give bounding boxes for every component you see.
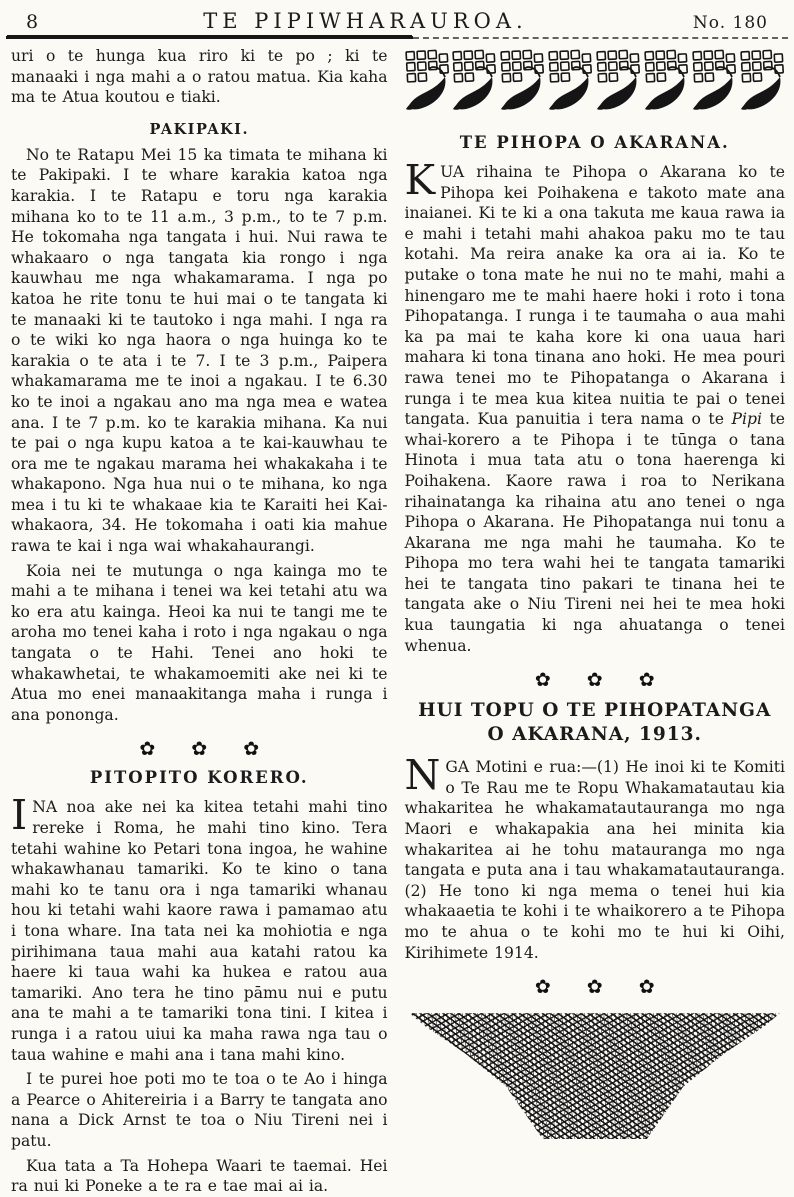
pitopito-paragraph-3: Kua tata a Ta Hohepa Waari te taemai. Hei ra nui ki Poneke a te ra e tae mai ai ia. [11, 1156, 388, 1196]
masthead-title: TE PIPIWHARAUROA. [203, 9, 528, 33]
floral-tile-icon [692, 49, 737, 111]
rosette-flower-icon: ✿ [139, 738, 156, 761]
pitopito-paragraph-1-text: NA noa ake nei ka kitea tetahi mahi tino rereke i Roma, he mahi tino kino. Tera tetahi wahine ko Petari tona ingoa, he wahine whakawhanau tamariki. Ko te kino o tana mahi ko te tanu ora i nga tamariki whanau hou ki tetahi wahi kaore rawa i pamamao atu i tona whare. Ina tata nei ka mohiotia e nga pirihimana taua mahi aua katahi ratou ka haere ki taua wahi ka hukea e ratou aua tamariki. Ano tera he tino pāmu nui e putu ana te mahi a te tamariki tona tini. I kitea i runga i a ratou uiui ka maha rawa nga tau o taua wahine e mahi ana i tana mahi kino. [11, 798, 388, 1064]
hui-topu-paragraph-text: GA Motini e rua:—(1) He inoi ki te Komiti o Te Rau me te Ropu Whakamatautau kia whakaritea he whakamatautauranga mo nga Maori e whakapakia ana hei minita kia whakaritea ai he tohu matauranga mo nga tangata e puta ana i tau whakamatautauranga. (2) He tono ki nga mema o tenei hui kia whakaaetia te kohi i te whaikorero a te Pihopa mo te ahua o te kohi mo te hui ki Oihi, Kirihimete 1914. [404, 758, 785, 962]
drop-cap-n: N [404, 751, 441, 800]
rosette-flower-icon: ✿ [586, 669, 603, 692]
drop-cap-i: I [11, 791, 28, 840]
hui-topu-heading-line1: HUI TOPU O TE PIHOPATANGA [418, 700, 772, 722]
page-header [0, 0, 794, 33]
rosette-divider [405, 978, 785, 997]
rosette-flower-icon: ✿ [534, 669, 551, 692]
rosette-flower-icon: ✿ [534, 976, 551, 999]
header-rule-dashed-segment [413, 37, 788, 39]
header-rule-solid-segment [6, 36, 413, 39]
article-heading-pitopito-korero: PITOPITO KORERO. [89, 768, 309, 788]
drop-cap-k: K [404, 156, 436, 204]
floral-tile-band-ornament [405, 49, 785, 111]
textured-tailpiece-ornament [410, 1013, 780, 1139]
floral-tile-icon [500, 49, 545, 111]
floral-tile-icon [740, 49, 785, 111]
right-column [405, 46, 785, 1197]
two-column-layout [0, 40, 794, 1197]
floral-tile-icon [452, 49, 497, 111]
floral-tile-icon [548, 49, 593, 111]
hui-topu-paragraph [404, 751, 785, 963]
article-heading-te-pihopa-o-akarana: TE PIHOPA O AKARANA. [459, 133, 730, 152]
pipi-italic-title: Pipi [731, 410, 762, 429]
article-heading-hui-topu [405, 699, 785, 747]
pihopa-text-after-italic: te whai-korero a te Pihopa i te tūnga o tana Hinota i mua tata atu o tona haerenga ki Poihakena. Kaore rawa i roa to Nerikana rihainatanga ka rihaina atu ano tenei o nga Pihopa o Akarana. He Pihopatanga nui tonu a Akarana me nga mahi he taumaha. Ko te Pihopa mo tera wahi hei te tangata tamariki hei te tangata tino pakari te tinana hei te tangata ake o Niu Tireni nei hei te mea hoki kua taungatia ki nga ahuatanga o tenei whenua. [404, 410, 785, 655]
rosette-divider [11, 740, 388, 759]
floral-tile-icon [596, 49, 641, 111]
floral-tile-icon [644, 49, 689, 111]
left-column [11, 46, 388, 1197]
pitopito-paragraph-2: I te purei hoe poti mo te toa o te Ao i hinga a Pearce o Ahitereiria i a Barry te tangata ano nana a Dick Arnst te toa o Niu Tireni nei i patu. [11, 1070, 388, 1150]
rosette-flower-icon: ✿ [586, 976, 603, 999]
rosette-flower-icon: ✿ [191, 738, 208, 761]
rosette-flower-icon: ✿ [638, 976, 655, 999]
rosette-flower-icon: ✿ [638, 669, 655, 692]
pitopito-paragraph-1 [11, 791, 388, 1065]
pakipaki-paragraph-2: Koia nei te mutunga o nga kainga mo te mahi a te mihana i tenei wa kei tetahi atu wa ko era atu kainga. Heoi ka nui te tangi me te aroha mo tenei kaha i roto i nga ngakau o nga tangata o te Hahi. Tenei ano hoki te whakawhetai, te whakamoemiti ake nei ki te Atua mo enei manaakitanga maha i runga i ana pononga. [11, 561, 388, 724]
rosette-flower-icon: ✿ [243, 738, 260, 761]
rosette-divider [405, 671, 785, 690]
pihopa-text-before-italic: UA rihaina te Pihopa o Akarana ko te Pihopa kei Poihakena e takoto mate ana inaianei. Ki te ki a ona takuta me kaua rawa ia e mahi i tetahi mahi ahakoa paku mo te tau kotahi. Ma reira anake ka ora ai ia. Ko te putake o tona mate he nui no te mahi, mahi a hinengaro me te mahi haere hoki i roto i tona Pihopatanga. I runga i te taumaha o aua mahi ka pa mai te kaha kore ki ona uaua hari mahara ki tona tinana ano hoki. He mea pouri rawa tenei mo te Pihopatanga o Akarana i runga i te mea kua kitea nuitia te pai o tenei tangata. Kua panuitia i tera nama o te [404, 163, 785, 429]
pihopa-paragraph [404, 156, 785, 656]
pakipaki-paragraph-1: No te Ratapu Mei 15 ka timata te mihana ki te Pakipaki. I te whare karakia katoa nga karakia. I te Ratapu e toru nga karakia mihana ko to te 11 a.m., 3 p.m., to te 7 p.m. He tokomaha nga tangata i hui. Nui rawa te whakaaro o nga tangata kia rongo i nga kauwhau me nga whakamarama. I nga po katoa he rite tonu te hui mai o te tangata ki te manaaki ki te tautoko i nga mahi. I nga ra o te wiki ko nga haora o nga huinga ko te karakia o te ata i te 7. I te 3 p.m., Paipera whakamarama me te inoi a ngakau. I te 6.30 ko te inoi a ngakau ano ma nga mea e watea ana. I te 7 p.m. ko te karakia mihana. Ka nui te pai o nga kupu katoa a te kai-kauwhau te ora me te ngakau marama hei whakakaha i te whakapono. Nga hua nui o te mihana, ko nga mea i tu ki te whakaae kia te Karaiti hei Kai-whakaora, 34. He tokomaha i oati kia mahue rawa te kai i nga wai whakahaurangi. [11, 145, 388, 556]
page-number: 8 [26, 11, 39, 33]
issue-number: No. 180 [692, 13, 768, 33]
continuation-paragraph: uri o te hunga kua riro ki te po ; ki te manaaki i nga mahi a o ratou matua. Kia kaha ma te Atua koutou e tiaki. [11, 47, 388, 107]
hui-topu-heading-line2: O AKARANA, 1913. [487, 724, 702, 746]
floral-tile-icon [405, 49, 450, 111]
article-heading-pakipaki: PAKIPAKI. [149, 120, 250, 138]
